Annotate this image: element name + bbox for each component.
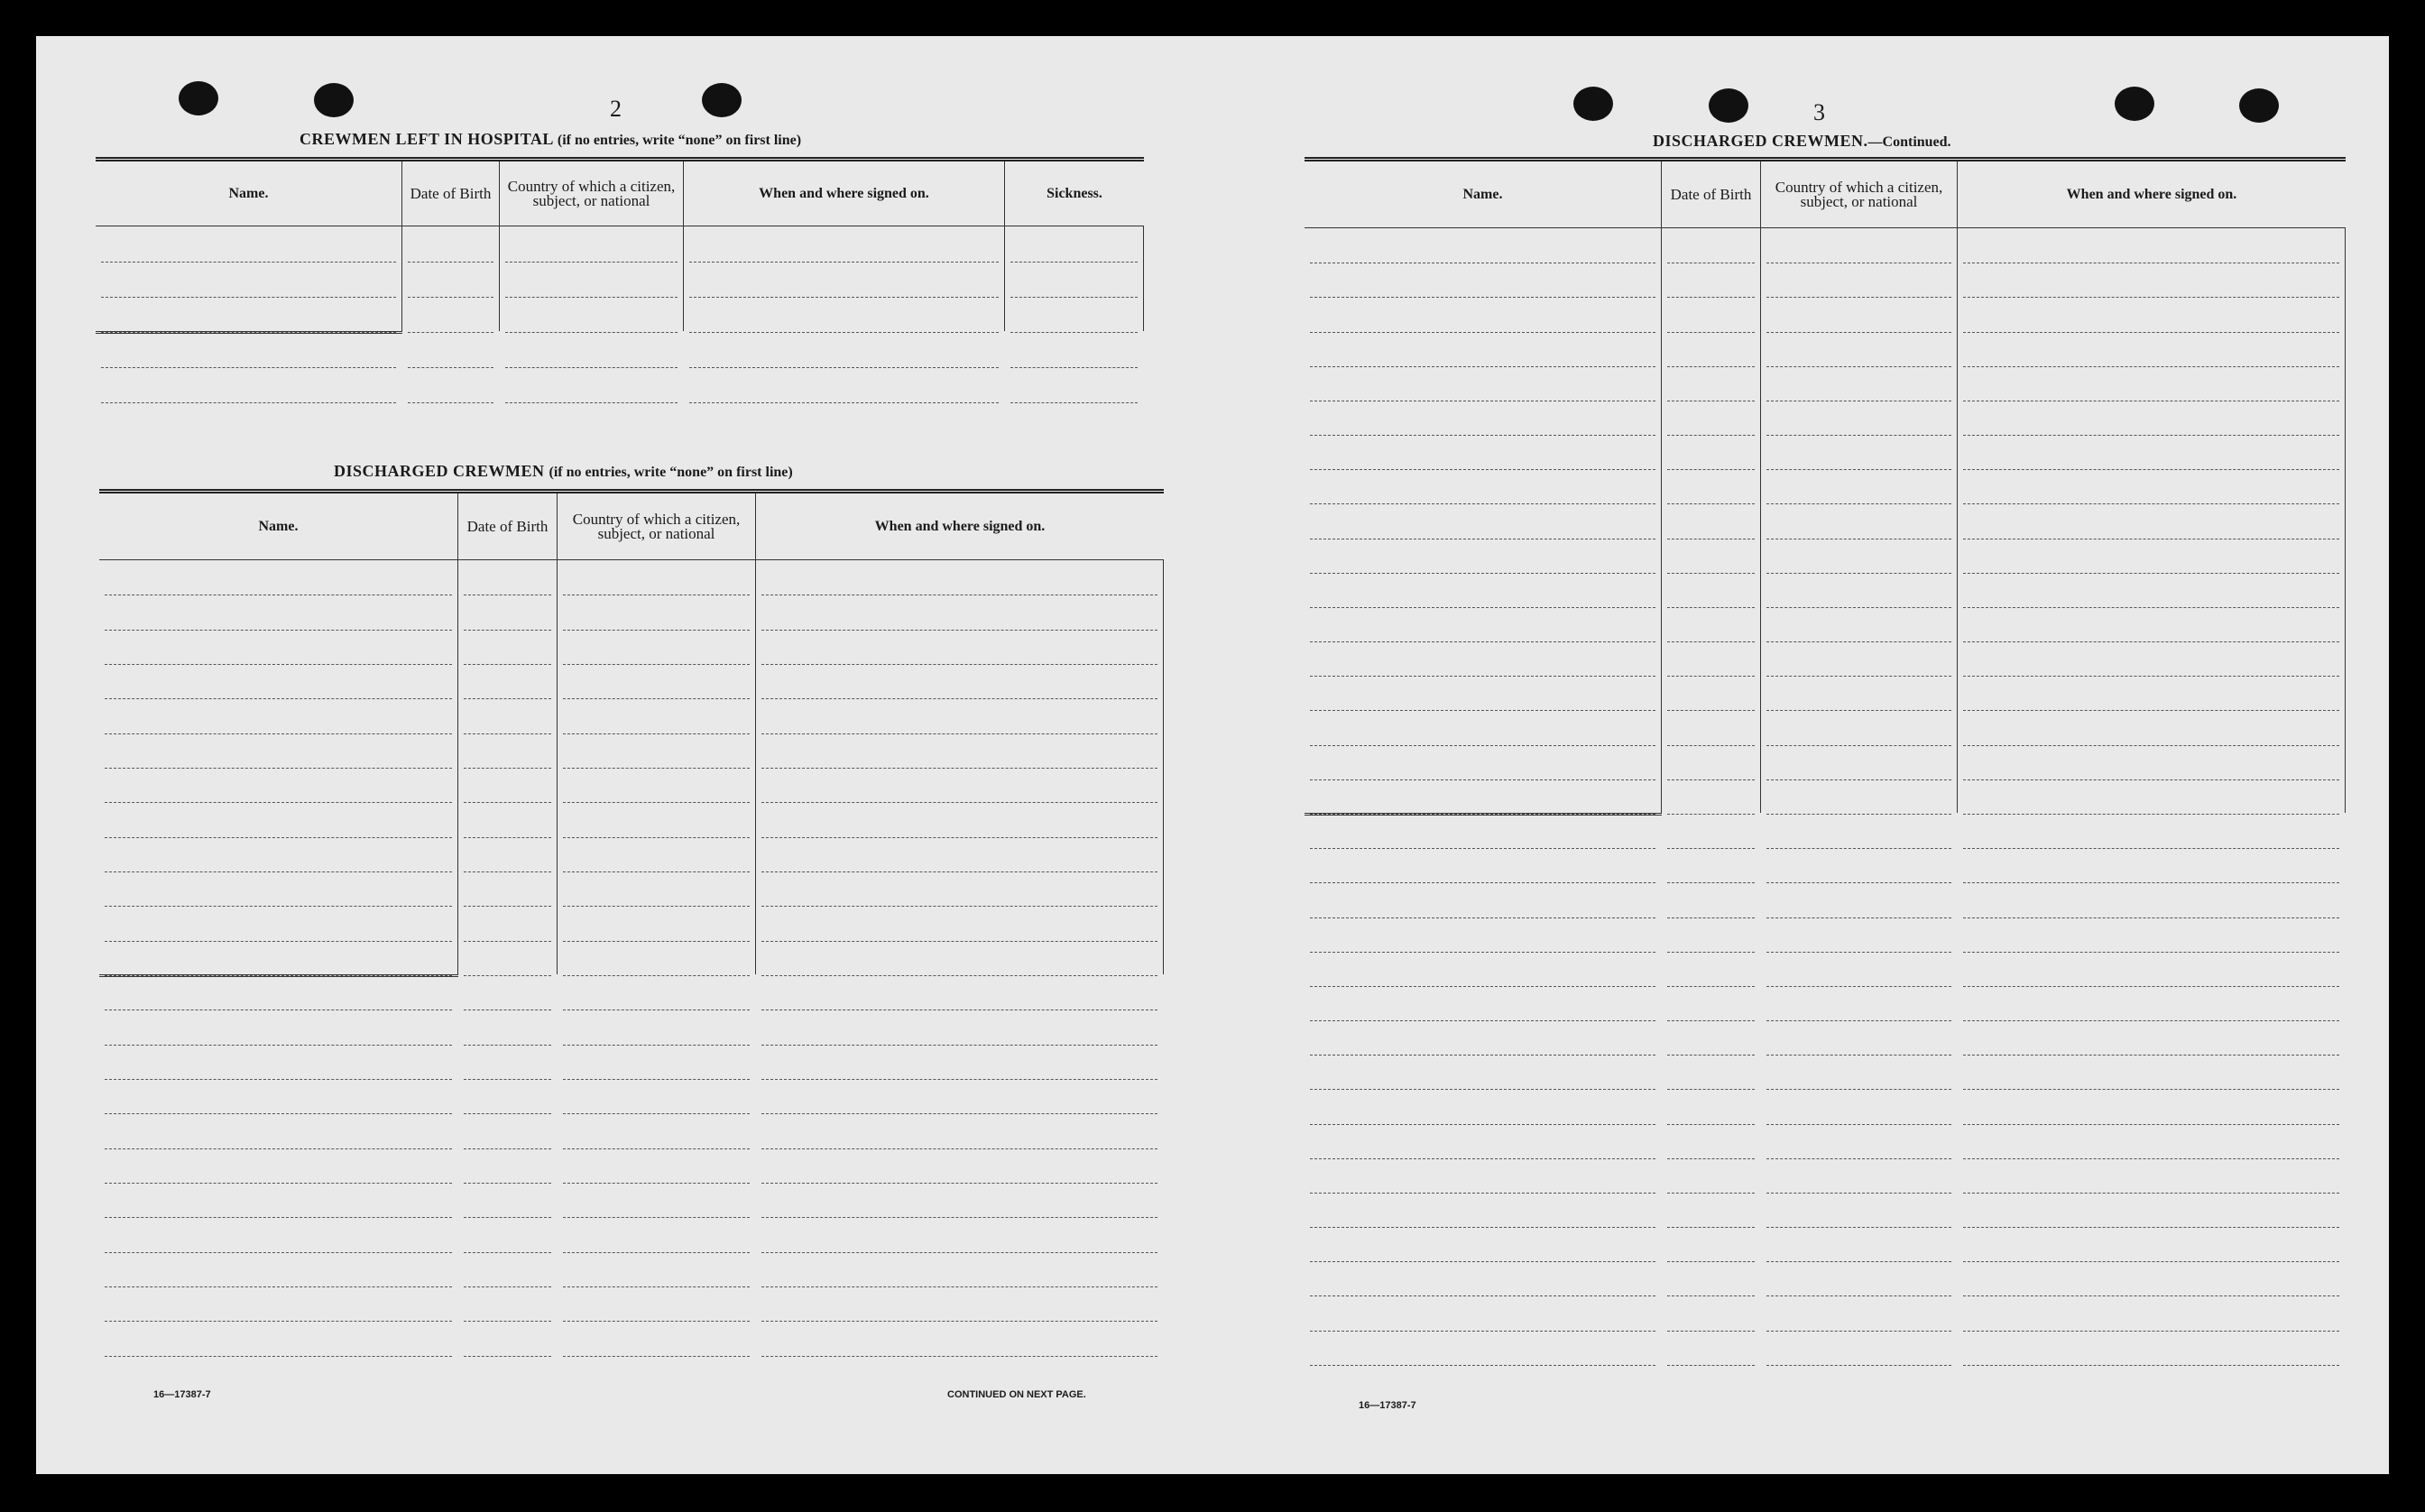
- document-sheet: [36, 36, 2389, 1474]
- ruled-line: [1667, 641, 1755, 642]
- ruled-line: [408, 262, 493, 263]
- ruled-line: [464, 1217, 551, 1218]
- ruled-line: [1667, 297, 1755, 298]
- ruled-line: [761, 871, 1157, 872]
- column-header-signed-on: When and where signed on.: [684, 161, 1005, 226]
- ruled-line: [1667, 676, 1755, 677]
- column-date-of-birth[interactable]: [402, 226, 500, 331]
- ruled-line: [689, 332, 999, 333]
- ruled-line: [761, 1148, 1157, 1149]
- ruled-line: [1963, 1020, 2339, 1021]
- ruled-line: [505, 297, 678, 298]
- ruled-line: [1766, 1055, 1951, 1056]
- ruled-line: [563, 802, 750, 803]
- ruled-line: [1667, 779, 1755, 780]
- ruled-line: [1310, 779, 1655, 780]
- ruled-line: [1667, 469, 1755, 470]
- ruled-line: [761, 906, 1157, 907]
- ruled-line: [1667, 1365, 1755, 1366]
- ruled-line: [761, 1079, 1157, 1080]
- ruled-line: [464, 1148, 551, 1149]
- table-body: [1305, 228, 2346, 1399]
- ruled-line: [1766, 1158, 1951, 1159]
- discharged-table: [99, 489, 1164, 1390]
- ruled-line: [1667, 573, 1755, 574]
- table-header: [1305, 161, 2346, 228]
- ruled-line: [1766, 952, 1951, 953]
- ruled-line: [1963, 1261, 2339, 1262]
- ruled-line: [464, 630, 551, 631]
- ruled-line: [761, 1217, 1157, 1218]
- ruled-line: [761, 1113, 1157, 1114]
- ruled-line: [1667, 1124, 1755, 1125]
- column-name[interactable]: [1305, 228, 1662, 813]
- ruled-line: [1667, 745, 1755, 746]
- ruled-line: [464, 1286, 551, 1287]
- ruled-line: [505, 367, 678, 368]
- ruled-line: [505, 262, 678, 263]
- ruled-line: [408, 402, 493, 403]
- ruled-line: [1766, 641, 1951, 642]
- punch-hole: [179, 81, 218, 115]
- ruled-line: [1963, 1365, 2339, 1366]
- ruled-line: [1963, 710, 2339, 711]
- ruled-line: [563, 871, 750, 872]
- ruled-line: [1963, 332, 2339, 333]
- ruled-line: [761, 1286, 1157, 1287]
- ruled-line: [1310, 435, 1655, 436]
- ruled-line: [563, 1356, 750, 1357]
- ruled-line: [761, 802, 1157, 803]
- ruled-line: [563, 1148, 750, 1149]
- ruled-line: [761, 941, 1157, 942]
- ruled-line: [689, 402, 999, 403]
- ruled-line: [761, 698, 1157, 699]
- ruled-line: [1310, 676, 1655, 677]
- ruled-line: [761, 768, 1157, 769]
- ruled-line: [1963, 503, 2339, 504]
- column-name[interactable]: [96, 226, 402, 331]
- ruled-line: [464, 1079, 551, 1080]
- ruled-line: [563, 1045, 750, 1046]
- ruled-line: [761, 1321, 1157, 1322]
- ruled-line: [1963, 1055, 2339, 1056]
- ruled-line: [1963, 641, 2339, 642]
- ruled-line: [1310, 297, 1655, 298]
- ruled-line: [1667, 882, 1755, 883]
- ruled-line: [1963, 952, 2339, 953]
- ruled-line: [105, 630, 452, 631]
- ruled-line: [1667, 1295, 1755, 1296]
- column-header-date-of-birth: Date of Birth: [458, 493, 558, 559]
- ruled-line: [761, 664, 1157, 665]
- ruled-line: [1010, 297, 1138, 298]
- ruled-line: [1766, 435, 1951, 436]
- discharged-title-note: (if no entries, write “none” on first line): [549, 465, 793, 480]
- ruled-line: [1766, 848, 1951, 849]
- ruled-line: [1963, 882, 2339, 883]
- ruled-line: [505, 402, 678, 403]
- ruled-line: [1766, 1020, 1951, 1021]
- column-name[interactable]: [99, 560, 458, 974]
- ruled-line: [1963, 848, 2339, 849]
- ruled-line: [1766, 676, 1951, 677]
- ruled-line: [1667, 1020, 1755, 1021]
- ruled-line: [1766, 1331, 1951, 1332]
- ruled-line: [105, 664, 452, 665]
- column-header-name: Name.: [99, 493, 458, 559]
- ruled-line: [1010, 262, 1138, 263]
- ruled-line: [1766, 745, 1951, 746]
- ruled-line: [1310, 469, 1655, 470]
- ruled-line: [1667, 1055, 1755, 1056]
- ruled-line: [563, 698, 750, 699]
- ruled-line: [1667, 435, 1755, 436]
- column-header-country: Country of which a citizen, subject, or national: [1761, 161, 1958, 227]
- ruled-line: [563, 1321, 750, 1322]
- ruled-line: [1963, 366, 2339, 367]
- column-header-country: Country of which a citizen, subject, or national: [558, 493, 756, 559]
- ruled-line: [1766, 1089, 1951, 1090]
- ruled-line: [563, 768, 750, 769]
- ruled-line: [1766, 882, 1951, 883]
- ruled-line: [464, 1183, 551, 1184]
- ruled-line: [1766, 710, 1951, 711]
- ruled-line: [101, 297, 396, 298]
- ruled-line: [761, 1252, 1157, 1253]
- ruled-line: [464, 1321, 551, 1322]
- ruled-line: [563, 1217, 750, 1218]
- ruled-line: [1963, 1124, 2339, 1125]
- form-number: 16—17387-7: [153, 1389, 211, 1400]
- table-body: [96, 226, 1144, 438]
- ruled-line: [1766, 366, 1951, 367]
- ruled-line: [1963, 435, 2339, 436]
- ruled-line: [563, 630, 750, 631]
- ruled-line: [563, 733, 750, 734]
- ruled-line: [1766, 779, 1951, 780]
- ruled-line: [563, 1252, 750, 1253]
- ruled-line: [563, 837, 750, 838]
- ruled-line: [1766, 573, 1951, 574]
- ruled-line: [464, 733, 551, 734]
- ruled-line: [105, 871, 452, 872]
- column-header-name: Name.: [1305, 161, 1662, 227]
- ruled-line: [1310, 366, 1655, 367]
- ruled-line: [1963, 573, 2339, 574]
- ruled-line: [761, 630, 1157, 631]
- continued-note: CONTINUED ON NEXT PAGE.: [947, 1389, 1086, 1400]
- ruled-line: [101, 262, 396, 263]
- punch-hole: [2239, 88, 2279, 123]
- ruled-line: [464, 906, 551, 907]
- ruled-line: [1766, 1365, 1951, 1366]
- ruled-line: [1766, 1124, 1951, 1125]
- ruled-line: [1766, 1261, 1951, 1262]
- ruled-line: [464, 802, 551, 803]
- punch-hole: [314, 83, 354, 117]
- hospital-title-text: CREWMEN LEFT IN HOSPITAL: [300, 130, 553, 148]
- ruled-line: [1667, 1261, 1755, 1262]
- form-number: 16—17387-7: [1359, 1400, 1416, 1411]
- ruled-line: [1766, 469, 1951, 470]
- ruled-line: [105, 768, 452, 769]
- ruled-line: [1766, 986, 1951, 987]
- ruled-line: [563, 664, 750, 665]
- ruled-line: [1963, 1227, 2339, 1228]
- ruled-line: [563, 906, 750, 907]
- column-header-country: Country of which a citizen, subject, or national: [500, 161, 684, 226]
- ruled-line: [464, 1045, 551, 1046]
- ruled-line: [1963, 1158, 2339, 1159]
- ruled-line: [1667, 917, 1755, 918]
- ruled-line: [761, 975, 1157, 976]
- ruled-line: [1310, 745, 1655, 746]
- ruled-line: [1667, 366, 1755, 367]
- column-sickness[interactable]: [1005, 226, 1144, 331]
- ruled-line: [761, 1045, 1157, 1046]
- ruled-line: [1963, 1193, 2339, 1194]
- column-header-sickness: Sickness.: [1047, 185, 1102, 201]
- ruled-line: [464, 941, 551, 942]
- ruled-line: [1766, 1295, 1951, 1296]
- ruled-line: [1667, 848, 1755, 849]
- column-signed-on[interactable]: [684, 226, 1005, 331]
- ruled-line: [1667, 710, 1755, 711]
- punch-hole: [2115, 87, 2154, 121]
- ruled-line: [408, 332, 493, 333]
- ruled-line: [1766, 814, 1951, 815]
- ruled-line: [1010, 367, 1138, 368]
- table-body: [99, 560, 1164, 1390]
- ruled-line: [1963, 607, 2339, 608]
- ruled-line: [464, 837, 551, 838]
- ruled-line: [105, 733, 452, 734]
- page-number: 3: [1813, 99, 1825, 125]
- ruled-line: [105, 802, 452, 803]
- right-page: [1236, 36, 2389, 1474]
- ruled-line: [464, 698, 551, 699]
- column-header-name: Name.: [96, 161, 402, 226]
- ruled-line: [464, 1113, 551, 1114]
- ruled-line: [1667, 1158, 1755, 1159]
- ruled-line: [1963, 779, 2339, 780]
- ruled-line: [105, 837, 452, 838]
- discharged-section-title: [334, 462, 793, 481]
- ruled-line: [1667, 952, 1755, 953]
- table-header: [96, 161, 1144, 226]
- ruled-line: [689, 367, 999, 368]
- ruled-line: [1963, 917, 2339, 918]
- ruled-line: [1010, 402, 1138, 403]
- discharged-continued-title: [1653, 132, 1951, 151]
- ruled-line: [464, 975, 551, 976]
- ruled-line: [1963, 676, 2339, 677]
- ruled-line: [1766, 1227, 1951, 1228]
- ruled-line: [105, 941, 452, 942]
- ruled-line: [1766, 607, 1951, 608]
- ruled-line: [1963, 986, 2339, 987]
- column-country[interactable]: [558, 560, 756, 974]
- column-header-signed-on: When and where signed on.: [2066, 186, 2237, 202]
- page-number: 2: [610, 96, 622, 122]
- ruled-line: [1310, 607, 1655, 608]
- ruled-line: [563, 941, 750, 942]
- ruled-line: [464, 1356, 551, 1357]
- ruled-line: [1310, 332, 1655, 333]
- ruled-line: [761, 733, 1157, 734]
- column-date-of-birth[interactable]: [1662, 228, 1761, 813]
- ruled-line: [1766, 1193, 1951, 1194]
- ruled-line: [761, 1183, 1157, 1184]
- ruled-line: [563, 1079, 750, 1080]
- punch-hole: [1573, 87, 1613, 121]
- discharged-continued-table: [1305, 157, 2346, 1399]
- ruled-line: [464, 871, 551, 872]
- ruled-line: [1766, 503, 1951, 504]
- ruled-line: [464, 768, 551, 769]
- ruled-line: [505, 332, 678, 333]
- ruled-line: [1963, 469, 2339, 470]
- ruled-line: [1667, 986, 1755, 987]
- table-bottom-rule: [96, 331, 402, 438]
- ruled-line: [563, 1183, 750, 1184]
- hospital-section-title: [300, 130, 801, 149]
- ruled-line: [1963, 1295, 2339, 1296]
- ruled-line: [1963, 1089, 2339, 1090]
- ruled-line: [1310, 641, 1655, 642]
- ruled-line: [105, 906, 452, 907]
- ruled-line: [1310, 573, 1655, 574]
- ruled-line: [1963, 814, 2339, 815]
- ruled-line: [1010, 332, 1138, 333]
- ruled-line: [761, 1356, 1157, 1357]
- ruled-line: [1667, 814, 1755, 815]
- ruled-line: [689, 297, 999, 298]
- ruled-line: [1667, 1193, 1755, 1194]
- ruled-line: [1310, 503, 1655, 504]
- column-signed-on[interactable]: [1958, 228, 2346, 813]
- column-signed-on[interactable]: [756, 560, 1164, 974]
- ruled-line: [105, 698, 452, 699]
- ruled-line: [1963, 297, 2339, 298]
- ruled-line: [1963, 1331, 2339, 1332]
- column-country[interactable]: [1761, 228, 1958, 813]
- column-header-date-of-birth: Date of Birth: [1662, 161, 1761, 227]
- ruled-line: [1667, 1227, 1755, 1228]
- ruled-line: [563, 1113, 750, 1114]
- column-header-date-of-birth: Date of Birth: [402, 161, 500, 226]
- ruled-line: [1963, 745, 2339, 746]
- discharged-title-text: DISCHARGED CREWMEN: [334, 462, 545, 480]
- ruled-line: [464, 1252, 551, 1253]
- hospital-title-note: (if no entries, write “none” on first line): [557, 133, 802, 148]
- ruled-line: [1667, 332, 1755, 333]
- ruled-line: [689, 262, 999, 263]
- punch-hole: [1709, 88, 1748, 123]
- ruled-line: [1667, 1331, 1755, 1332]
- ruled-line: [1667, 607, 1755, 608]
- punch-hole: [702, 83, 742, 117]
- table-bottom-rule: [99, 974, 458, 1391]
- ruled-line: [761, 837, 1157, 838]
- ruled-line: [408, 367, 493, 368]
- ruled-line: [1766, 297, 1951, 298]
- ruled-line: [1667, 1089, 1755, 1090]
- table-header: [99, 493, 1164, 560]
- discharged-title-text: DISCHARGED CREWMEN.: [1653, 132, 1868, 150]
- ruled-line: [408, 297, 493, 298]
- ruled-line: [1310, 710, 1655, 711]
- ruled-line: [1766, 917, 1951, 918]
- left-page: [36, 36, 1209, 1474]
- column-date-of-birth[interactable]: [458, 560, 558, 974]
- ruled-line: [1766, 332, 1951, 333]
- ruled-line: [563, 1286, 750, 1287]
- table-bottom-rule: [1305, 813, 1662, 1400]
- hospital-table: [96, 157, 1144, 438]
- ruled-line: [1667, 503, 1755, 504]
- ruled-line: [563, 975, 750, 976]
- ruled-line: [464, 664, 551, 665]
- column-header-signed-on: When and where signed on.: [874, 518, 1046, 534]
- discharged-title-suffix: —Continued.: [1867, 134, 1951, 150]
- column-country[interactable]: [500, 226, 684, 331]
